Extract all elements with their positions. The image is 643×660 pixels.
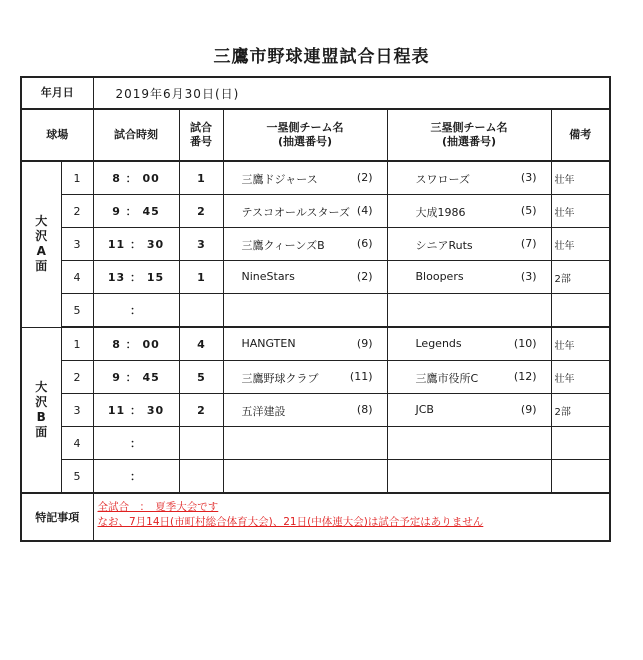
game-time: 13 ： 15 <box>93 261 179 294</box>
first-base-team-name: 三鷹野球クラブ <box>241 372 319 385</box>
header-row <box>21 109 610 161</box>
third-base-team <box>387 327 551 361</box>
first-base-team <box>223 327 387 361</box>
header-game-no <box>179 109 223 161</box>
date-value: 2019年6月30日(日) <box>93 77 610 109</box>
game-number: 1 <box>179 161 223 195</box>
first-base-team <box>223 261 387 294</box>
game-time: 8 ： 00 <box>93 161 179 195</box>
first-base-team-name: NineStars <box>241 270 295 283</box>
slot-number: 4 <box>61 261 93 294</box>
first-base-team <box>223 195 387 228</box>
game-time: ： <box>93 427 179 460</box>
third-base-team <box>387 294 551 328</box>
table-row <box>21 361 610 394</box>
first-base-team-name: HANGTEN <box>241 337 296 350</box>
first-base-team <box>223 161 387 195</box>
game-number: 2 <box>179 394 223 427</box>
date-row <box>21 77 610 109</box>
slot-number: 2 <box>61 195 93 228</box>
game-time: 11 ： 30 <box>93 228 179 261</box>
slot-number: 4 <box>61 427 93 460</box>
venue-name <box>21 327 61 493</box>
slot-number: 5 <box>61 294 93 328</box>
first-base-team <box>223 394 387 427</box>
third-base-team-name: Bloopers <box>415 270 464 283</box>
schedule-table <box>20 76 611 542</box>
game-note: 壮年 <box>551 161 610 195</box>
first-base-team-name: 三鷹ドジャース <box>241 173 318 186</box>
third-base-draw-number: (12) <box>513 370 537 383</box>
first-base-team-name: テスコオールスターズ <box>241 206 350 219</box>
third-base-team <box>387 228 551 261</box>
first-base-draw-number: (8) <box>356 403 373 416</box>
venue-name-char: B <box>36 409 46 424</box>
slot-number: 3 <box>61 228 93 261</box>
date-label: 年月日 <box>21 77 93 109</box>
game-number <box>179 294 223 328</box>
third-base-team <box>387 261 551 294</box>
third-base-draw-number: (10) <box>513 337 537 350</box>
table-row <box>21 460 610 494</box>
table-row <box>21 161 610 195</box>
first-base-draw-number: (9) <box>356 337 373 350</box>
game-note <box>551 427 610 460</box>
game-time: ： <box>93 294 179 328</box>
third-base-draw-number: (3) <box>520 270 537 283</box>
game-number: 4 <box>179 327 223 361</box>
game-time: 9 ： 45 <box>93 361 179 394</box>
third-base-draw-number: (9) <box>520 403 537 416</box>
header-third-base-line1: 三塁側チーム名 <box>430 121 508 134</box>
game-note: 2部 <box>551 261 610 294</box>
game-time: ： <box>93 460 179 494</box>
third-base-team-name: シニアRuts <box>415 239 473 252</box>
game-number: 1 <box>179 261 223 294</box>
game-note: 壮年 <box>551 195 610 228</box>
remarks-text <box>93 493 610 541</box>
third-base-team-name: Legends <box>415 337 462 350</box>
game-number: 2 <box>179 195 223 228</box>
first-base-team <box>223 427 387 460</box>
game-note <box>551 460 610 494</box>
header-third-base <box>387 109 551 161</box>
venue-name-char: 沢 <box>35 394 48 409</box>
slot-number: 1 <box>61 161 93 195</box>
table-row <box>21 327 610 361</box>
header-venue: 球場 <box>21 109 93 161</box>
first-base-draw-number: (2) <box>356 270 373 283</box>
header-first-base-line1: 一塁側チーム名 <box>266 121 344 134</box>
venue-name-char: 沢 <box>35 229 48 244</box>
game-note: 壮年 <box>551 361 610 394</box>
schedule-sheet <box>20 76 609 542</box>
game-number <box>179 460 223 494</box>
table-row <box>21 228 610 261</box>
game-note: 2部 <box>551 394 610 427</box>
first-base-draw-number: (11) <box>349 370 373 383</box>
third-base-team <box>387 394 551 427</box>
header-time: 試合時刻 <box>93 109 179 161</box>
game-note <box>551 294 610 328</box>
venue-name <box>21 161 61 327</box>
third-base-team-name: 大成1986 <box>415 206 466 219</box>
table-row <box>21 195 610 228</box>
first-base-draw-number: (2) <box>356 171 373 184</box>
remarks-label: 特記事項 <box>21 493 93 541</box>
venue-body <box>21 161 610 493</box>
first-base-team <box>223 460 387 494</box>
third-base-team <box>387 161 551 195</box>
slot-number: 1 <box>61 327 93 361</box>
table-row <box>21 394 610 427</box>
first-base-team-name: 三鷹クィーンズB <box>241 239 325 252</box>
table-row <box>21 261 610 294</box>
first-base-draw-number: (6) <box>356 237 373 250</box>
header-first-base-line2: (抽選番号) <box>277 135 333 148</box>
third-base-draw-number: (7) <box>520 237 537 250</box>
third-base-draw-number: (5) <box>520 204 537 217</box>
remarks-line-1: 全試合 ： 夏季大会です <box>97 501 219 513</box>
game-note: 壮年 <box>551 327 610 361</box>
header-notes: 備考 <box>551 109 610 161</box>
remarks-row <box>21 493 610 541</box>
venue-name-char: 大 <box>35 379 48 394</box>
page-title: 三鷹市野球連盟試合日程表 <box>213 47 430 67</box>
game-note: 壮年 <box>551 228 610 261</box>
third-base-team-name: 三鷹市役所C <box>415 372 479 385</box>
venue-name-char: 大 <box>35 214 48 229</box>
venue-name-char: 面 <box>35 259 48 274</box>
slot-number: 2 <box>61 361 93 394</box>
game-number: 3 <box>179 228 223 261</box>
table-row <box>21 427 610 460</box>
table-row <box>21 294 610 328</box>
first-base-team <box>223 294 387 328</box>
game-time: 11 ： 30 <box>93 394 179 427</box>
game-number: 5 <box>179 361 223 394</box>
game-time: 9 ： 45 <box>93 195 179 228</box>
slot-number: 3 <box>61 394 93 427</box>
third-base-team-name: スワローズ <box>415 173 470 186</box>
third-base-draw-number: (3) <box>520 171 537 184</box>
third-base-team <box>387 460 551 494</box>
third-base-team <box>387 195 551 228</box>
header-third-base-line2: (抽選番号) <box>441 135 497 148</box>
third-base-team <box>387 361 551 394</box>
remarks-line-2: なお、7月14日(市町村総合体育大会)、21日(中体連大会)は試合予定はありません <box>97 516 484 528</box>
game-number <box>179 427 223 460</box>
header-game-no-line2: 番号 <box>190 135 212 148</box>
first-base-team <box>223 361 387 394</box>
venue-name-char: 面 <box>35 424 48 439</box>
venue-name-char: A <box>36 244 46 259</box>
first-base-team-name: 五洋建設 <box>241 405 286 418</box>
first-base-team <box>223 228 387 261</box>
first-base-draw-number: (4) <box>356 204 373 217</box>
third-base-team-name: JCB <box>415 403 434 416</box>
header-game-no-line1: 試合 <box>190 121 212 134</box>
slot-number: 5 <box>61 460 93 494</box>
game-time: 8 ： 00 <box>93 327 179 361</box>
third-base-team <box>387 427 551 460</box>
header-first-base <box>223 109 387 161</box>
